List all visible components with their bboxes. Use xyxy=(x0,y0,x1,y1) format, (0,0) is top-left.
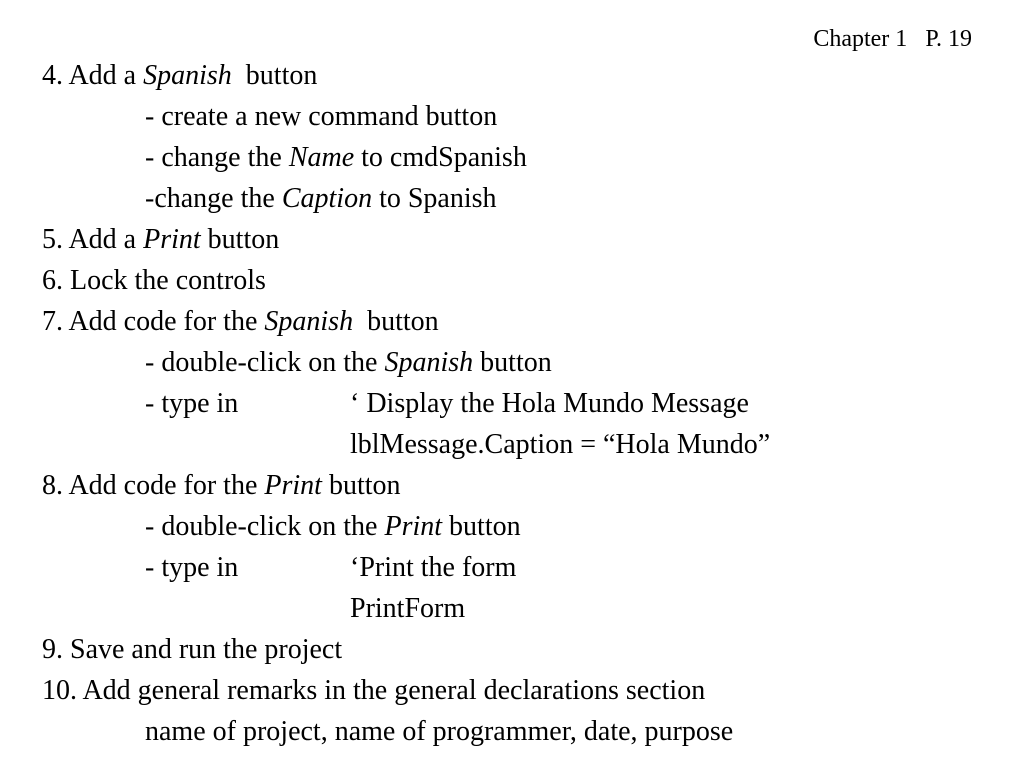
step-5-emphasis: Print xyxy=(143,224,201,255)
step-10: 10. Add general remarks in the general declarations section xyxy=(42,675,706,706)
step-5-suffix: button xyxy=(200,224,280,255)
step-4-suffix: button xyxy=(231,60,318,91)
step-5 xyxy=(42,223,279,257)
step-4c-suffix: to Spanish xyxy=(372,183,497,214)
step-7a-emphasis: Spanish xyxy=(384,347,474,378)
step-4b xyxy=(145,141,527,175)
step-7-suffix: button xyxy=(353,306,439,337)
step-4-emphasis: Spanish xyxy=(143,60,232,91)
step-7-text: 7. Add code for the xyxy=(42,306,265,337)
step-7b-label: - type in xyxy=(145,388,239,419)
step-7a-text: - double-click on the xyxy=(145,347,385,378)
step-8a-text: - double-click on the xyxy=(145,511,385,542)
step-7b-code-comment: ‘ Display the Hola Mundo Message xyxy=(350,388,749,419)
step-4b-text: - change the xyxy=(145,142,289,173)
step-8b-code-comment: ‘Print the form xyxy=(350,552,517,583)
step-8-suffix: button xyxy=(321,470,401,501)
step-8a-emphasis: Print xyxy=(384,511,443,542)
step-8-text: 8. Add code for the xyxy=(42,470,265,501)
step-4a: - create a new command button xyxy=(145,101,498,132)
step-6: 6. Lock the controls xyxy=(42,265,266,296)
step-5-text: 5. Add a xyxy=(42,224,144,255)
step-4c xyxy=(145,182,497,216)
step-7b-code-statement: lblMessage.Caption = “Hola Mundo” xyxy=(350,429,771,460)
step-4c-emphasis: Caption xyxy=(281,183,373,214)
step-4-text: 4. Add a xyxy=(42,60,144,91)
step-4b-emphasis: Name xyxy=(288,142,355,173)
step-8b-code-statement: PrintForm xyxy=(350,593,466,624)
step-8-emphasis: Print xyxy=(264,470,322,501)
step-8b-label: - type in xyxy=(145,552,239,583)
step-10a: name of project, name of programmer, date, purpose xyxy=(145,716,734,747)
step-4c-text: -change the xyxy=(145,183,282,214)
page-number: P. 19 xyxy=(925,26,972,52)
step-8a xyxy=(145,510,521,544)
step-7-emphasis: Spanish xyxy=(264,306,354,337)
step-9: 9. Save and run the project xyxy=(42,634,343,665)
step-7 xyxy=(42,305,439,339)
step-4 xyxy=(42,59,317,93)
chapter-label: Chapter 1 xyxy=(813,26,908,52)
step-7a-suffix: button xyxy=(473,347,552,378)
step-7a xyxy=(145,346,552,380)
step-8a-suffix: button xyxy=(442,511,521,542)
page-header xyxy=(813,26,972,53)
step-8 xyxy=(42,469,401,503)
step-4b-suffix: to cmdSpanish xyxy=(354,142,527,173)
